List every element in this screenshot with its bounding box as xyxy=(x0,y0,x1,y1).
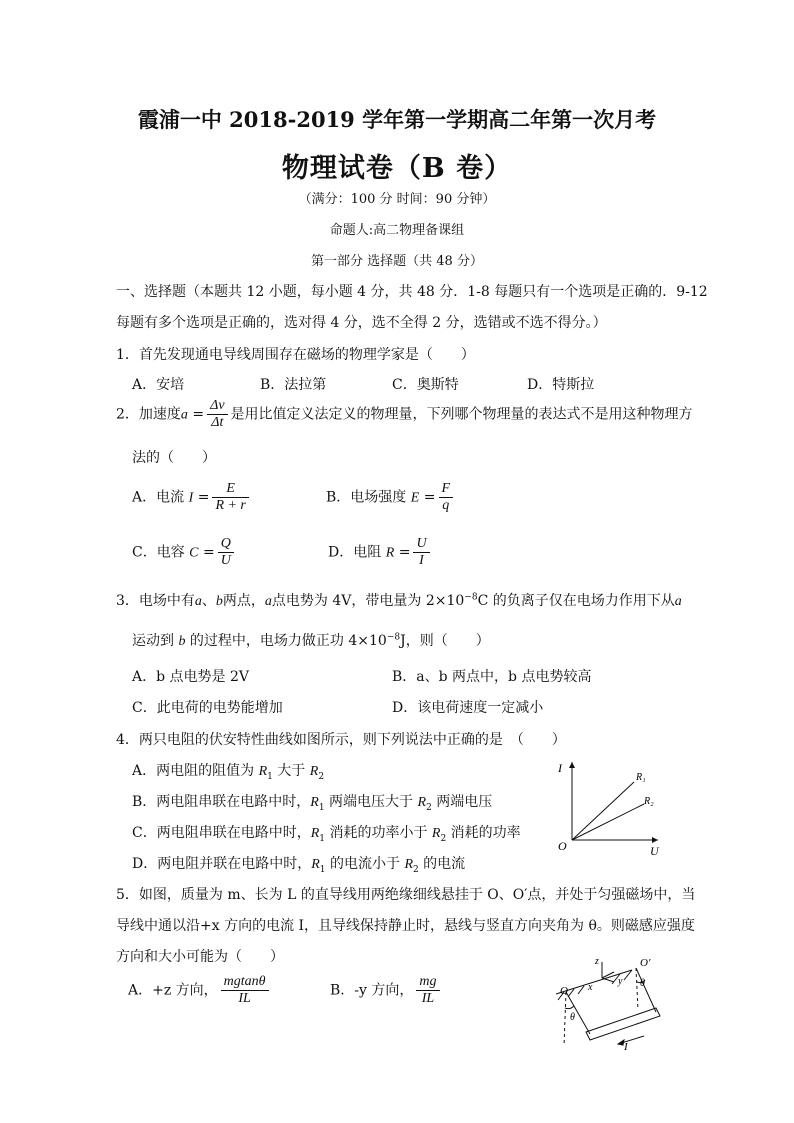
q2-stem-line2: 法的（ ） xyxy=(132,450,216,466)
y-axis-label: I xyxy=(558,761,562,775)
current-label: I xyxy=(624,1041,628,1050)
q3-option-b: B．a、b 两点中，b 点电势较高 xyxy=(392,669,592,685)
part-heading: 第一部分 选择题（共 48 分） xyxy=(311,254,483,269)
q4-option-b: B．两电阻串联在电路中时，$R_1$ 两端电压大于 $R_2$ 两端电压 xyxy=(132,794,493,813)
theta-label: θ xyxy=(570,1012,575,1023)
q5-option-a: A．+z 方向， $\frac{mgtan\theta}{IL}$ xyxy=(128,974,272,1007)
instructions-line1: 一、选择题（本题共 12 小题，每小题 4 分，共 48 分．1-8 每题只有一个选项是正确的．9-12 xyxy=(116,284,708,300)
q3-option-d: D．该电荷速度一定减小 xyxy=(392,700,544,716)
paper-title: 物理试卷（B 卷） xyxy=(281,153,513,184)
q3-option-c: C．此电荷的电势能增加 xyxy=(132,700,283,716)
r1-line xyxy=(572,782,634,840)
q4-option-c: C．两电阻串联在电路中时，$R_1$ 消耗的功率小于 $R_2$ 消耗的功率 xyxy=(132,825,521,844)
point-o-label: O xyxy=(560,985,568,997)
r2-label: R₂ xyxy=(644,796,654,807)
exam-title: 霞浦一中 2018-2019 学年第一学期高二年第一次月考 xyxy=(137,107,657,132)
suspended-wire-figure xyxy=(552,950,682,1050)
y-label: y xyxy=(618,976,623,987)
q5-stem-line2: 导线中通以沿+x 方向的电流 I，且导线保持静止时，悬线与竖直方向夹角为 θ。则磁感应强度 xyxy=(116,918,695,934)
iv-characteristic-graph xyxy=(550,752,670,862)
q5-stem-line1: 5．如图，质量为 m、长为 L 的直导线用两绝缘细线悬挂于 O、O′点，并处于匀强磁场中，当 xyxy=(116,887,696,903)
q2-option-b: B．电场强度 E = $\frac{F}{q}$ xyxy=(326,481,456,514)
q2-fraction: $\frac{\Delta v}{\Delta t}$ xyxy=(207,398,227,431)
q3-option-a: A．b 点电势是 2V xyxy=(132,669,249,685)
y-axis-3d xyxy=(602,978,614,982)
point-o-prime-label: O′ xyxy=(640,957,651,969)
q4-stem: 4．两只电阻的伏安特性曲线如图所示，则下列说法中正确的是 （ ） xyxy=(116,732,566,748)
q1-option-b: B．法拉第 xyxy=(260,377,327,393)
q2-option-d: D．电阻 R = $\frac{U}{I}$ xyxy=(328,536,433,569)
q3-stem-line1: 3．电场中有a、b两点，a点电势为 4V，带电量为 $2\times 10^{-8}C$ 的负离子仅在电场力作用下从a xyxy=(116,592,682,609)
z-label: z xyxy=(595,956,599,967)
vertical-reference xyxy=(564,992,566,1046)
q4-option-d: D．两电阻并联在电路中时，$R_1$ 的电流小于 $R_2$ 的电流 xyxy=(132,856,466,875)
x-label: x xyxy=(588,982,593,993)
q1-option-c: C．奥斯特 xyxy=(392,377,459,393)
q2-option-c: C．电容 C = $\frac{Q}{U}$ xyxy=(132,536,237,569)
q2-option-a: A．电流 I = $\frac{E}{R + r}$ xyxy=(132,481,252,514)
q3-stem-line2: 运动到 b 的过程中，电场力做正功 $4\times 10^{-8}J$，则（ ） xyxy=(132,632,490,649)
thread-right xyxy=(636,968,656,1012)
r2-line xyxy=(572,804,644,840)
exam-meta: （满分：100 分 时间：90 分钟） xyxy=(298,192,496,207)
exam-author: 命题人:高二物理备课组 xyxy=(329,223,465,238)
instructions-line2: 每题有多个选项是正确的，选对得 4 分，选不全得 2 分，选错或不选不得分。） xyxy=(116,315,607,331)
origin-label: O xyxy=(558,839,567,853)
q1-option-a: A．安培 xyxy=(132,377,185,393)
q1-option-d: D．特斯拉 xyxy=(527,377,595,393)
q5-stem-line3: 方向和大小可能为（ ） xyxy=(116,949,284,965)
q4-option-a: A．两电阻的阻值为 $R_1$ 大于 $R_2$ xyxy=(132,763,325,782)
q1-stem: 1．首先发现通电导线周围存在磁场的物理学家是（ ） xyxy=(116,347,475,363)
q5-option-b: B．-y 方向， $\frac{mg}{IL}$ xyxy=(330,974,443,1007)
conductor-rod xyxy=(586,1008,660,1040)
q2-stem: 2．加速度a = $\frac{\Delta v}{\Delta t}$ 是用比值定义法定义的物理量，下列哪个物理量的表达式不是用这种物理方 xyxy=(116,398,693,431)
r1-label: R₁ xyxy=(636,772,646,783)
x-axis-label: U xyxy=(650,844,659,858)
theta-label-2: θ xyxy=(640,978,645,989)
